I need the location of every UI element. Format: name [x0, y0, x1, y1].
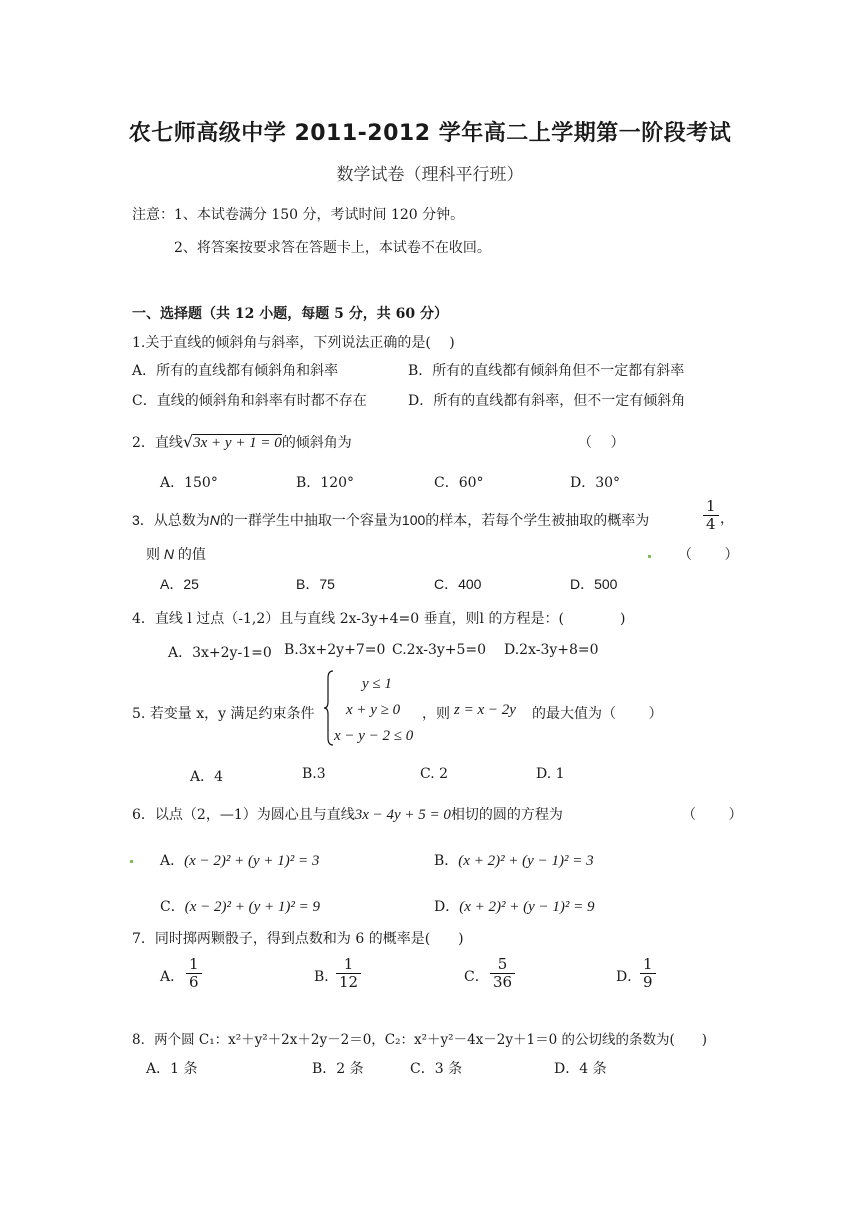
q1-option-a: A．所有的直线都有倾斜角和斜率 — [132, 363, 339, 379]
q8-stem: 8．两个圆 C₁：x²＋y²＋2x＋2y－2＝0，C₂：x²＋y²－4x－2y＋1＝0 的公切线的条数为( ) — [132, 1032, 708, 1048]
q5-option-b: B.3 — [302, 766, 326, 782]
q2-option-d: D．30° — [570, 475, 621, 491]
q7-d-fraction — [640, 956, 656, 992]
q4-option-d: D.2x-3y+8=0 — [504, 642, 599, 658]
q7-b-den: 12 — [339, 973, 359, 992]
note-line-1: 注意：1、本试卷满分 150 分，考试时间 120 分钟。 — [132, 207, 465, 223]
q6-stem-text: 6．以点（2，—1）为圆心且与直线 — [132, 807, 355, 823]
q6-option-a — [160, 850, 319, 870]
q6-d-expr: (x + 2)² + (y − 1)² = 9 — [459, 899, 595, 915]
q6-option-b — [434, 850, 594, 870]
q5-option-d: D. 1 — [536, 766, 565, 782]
q5-mid: ，则 — [422, 706, 450, 722]
q6-b-expr: (x + 2)² + (y − 1)² = 3 — [458, 853, 594, 869]
q7-option-a: A． — [160, 969, 185, 985]
q3-fraction — [703, 498, 719, 534]
q7-option-d: D． — [616, 969, 642, 985]
q7-option-b: B． — [314, 969, 339, 985]
q6-stem — [132, 804, 563, 824]
q6-option-c — [160, 896, 320, 916]
q3-line2-prefix: 则 — [146, 546, 160, 562]
q8-option-a: A．1 条 — [146, 1061, 198, 1077]
q6-line-expr: 3x − 4y + 5 = 0 — [354, 807, 451, 823]
q5-constraint-1: y ≤ 1 — [362, 676, 392, 692]
q7-c-num: 5 — [490, 956, 515, 974]
q6-suffix: 相切的圆的方程为 — [450, 807, 563, 823]
q7-stem: 7．同时掷两颗骰子，得到点数和为 6 的概率是( ) — [132, 931, 464, 947]
q7-a-fraction — [186, 956, 202, 992]
q5-suffix: 的最大值为（ ） — [532, 706, 663, 722]
q7-option-c: C． — [464, 969, 489, 985]
q1-stem: 1.关于直线的倾斜角与斜率，下列说法正确的是( ) — [132, 335, 455, 351]
q1-option-b: B．所有的直线都有倾斜角但不一定都有斜率 — [408, 363, 685, 379]
q7-d-num: 1 — [640, 956, 656, 974]
q2-option-a: A．150° — [160, 475, 218, 491]
q2-answer-paren: （ ） — [578, 435, 625, 451]
q5-constraint-3: x − y − 2 ≤ 0 — [334, 728, 414, 744]
q4-stem: 4．直线 l 过点（-1,2）且与直线 2x-3y+4=0 垂直，则l 的方程是：( ) — [132, 611, 626, 627]
q3-frac-den: 4 — [706, 515, 716, 534]
q4-option-c: C.2x-3y+5=0 — [392, 642, 487, 658]
q4-option-b: B.3x+2y+7=0 — [284, 642, 386, 658]
q1-option-d: D．所有的直线都有斜率，但不一定有倾斜角 — [408, 393, 686, 409]
q3-var-n: N — [209, 512, 220, 528]
q3-stem — [132, 510, 649, 530]
q5-constraint-2: x + y ≥ 0 — [346, 702, 401, 718]
q3-line2-suffix: 的值 — [177, 546, 206, 562]
q5-option-c: C. 2 — [420, 766, 449, 782]
q7-b-num: 1 — [336, 956, 361, 974]
note-line-2: 2、将答案按要求答在答题卡上，本试卷不在收回。 — [174, 240, 491, 256]
q2-stem — [132, 432, 352, 452]
exam-title: 农七师高级中学 2011-2012 学年高二上学期第一阶段考试 — [128, 121, 732, 146]
section-heading: 一、选择题（共 12 小题，每题 5 分，共 60 分） — [132, 306, 448, 322]
q6-b-label: B． — [434, 853, 459, 869]
q2-prefix: 2．直线 — [132, 435, 183, 451]
q6-c-expr: (x − 2)² + (y + 1)² = 9 — [184, 899, 320, 915]
q6-a-label: A． — [160, 853, 185, 869]
q3-stem-part2: 的一群学生中抽取一个容量为100的样本，若每个学生被抽取的概率为 — [219, 512, 650, 528]
q8-option-d: D．4 条 — [554, 1061, 607, 1077]
q6-option-d — [434, 896, 595, 916]
q6-a-expr: (x − 2)² + (y + 1)² = 3 — [184, 853, 320, 869]
stray-mark — [648, 555, 651, 558]
q8-option-c: C．3 条 — [410, 1061, 463, 1077]
q3-option-d: D．500 — [570, 576, 618, 592]
q3-option-b: B．75 — [296, 576, 335, 592]
q3-line2 — [146, 544, 206, 564]
q7-c-den: 36 — [493, 973, 513, 992]
q6-c-label: C． — [160, 899, 185, 915]
q7-a-num: 1 — [186, 956, 202, 974]
q3-comma: ， — [720, 511, 734, 527]
q3-line2-var: N — [163, 546, 175, 562]
q1-option-c: C．直线的倾斜角和斜率有时都不存在 — [132, 393, 367, 409]
left-brace-icon — [324, 670, 334, 746]
q7-c-fraction — [490, 956, 515, 992]
q5-objective: z = x − 2y — [454, 702, 516, 718]
stray-mark — [130, 860, 133, 863]
exam-subtitle: 数学试卷（理科平行班） — [336, 165, 524, 185]
q3-stem-part1: 3．从总数为 — [132, 512, 210, 528]
q3-answer-paren: （ ） — [678, 547, 739, 563]
q7-a-den: 6 — [189, 973, 199, 992]
q5-option-a: A．4 — [190, 769, 224, 785]
q2-option-b: B．120° — [296, 475, 355, 491]
q6-answer-paren: （ ） — [682, 807, 743, 823]
q5-stem: 5. 若变量 x，y 满足约束条件 — [132, 706, 315, 722]
q3-option-c: C．400 — [434, 576, 482, 592]
q5-brace — [324, 670, 332, 746]
q2-expr: 3x + y + 1 = 0 — [193, 435, 282, 451]
q4-option-a: A．3x+2y-1=0 — [168, 645, 272, 661]
q3-option-a: A．25 — [160, 576, 199, 592]
q2-option-c: C．60° — [434, 475, 484, 491]
q7-b-fraction — [336, 956, 361, 992]
sqrt-symbol: √ — [182, 432, 194, 451]
q6-d-label: D． — [434, 899, 460, 915]
q3-frac-num: 1 — [703, 498, 719, 516]
q8-option-b: B．2 条 — [312, 1061, 364, 1077]
q7-d-den: 9 — [643, 973, 653, 992]
q2-suffix: 的倾斜角为 — [281, 435, 352, 451]
